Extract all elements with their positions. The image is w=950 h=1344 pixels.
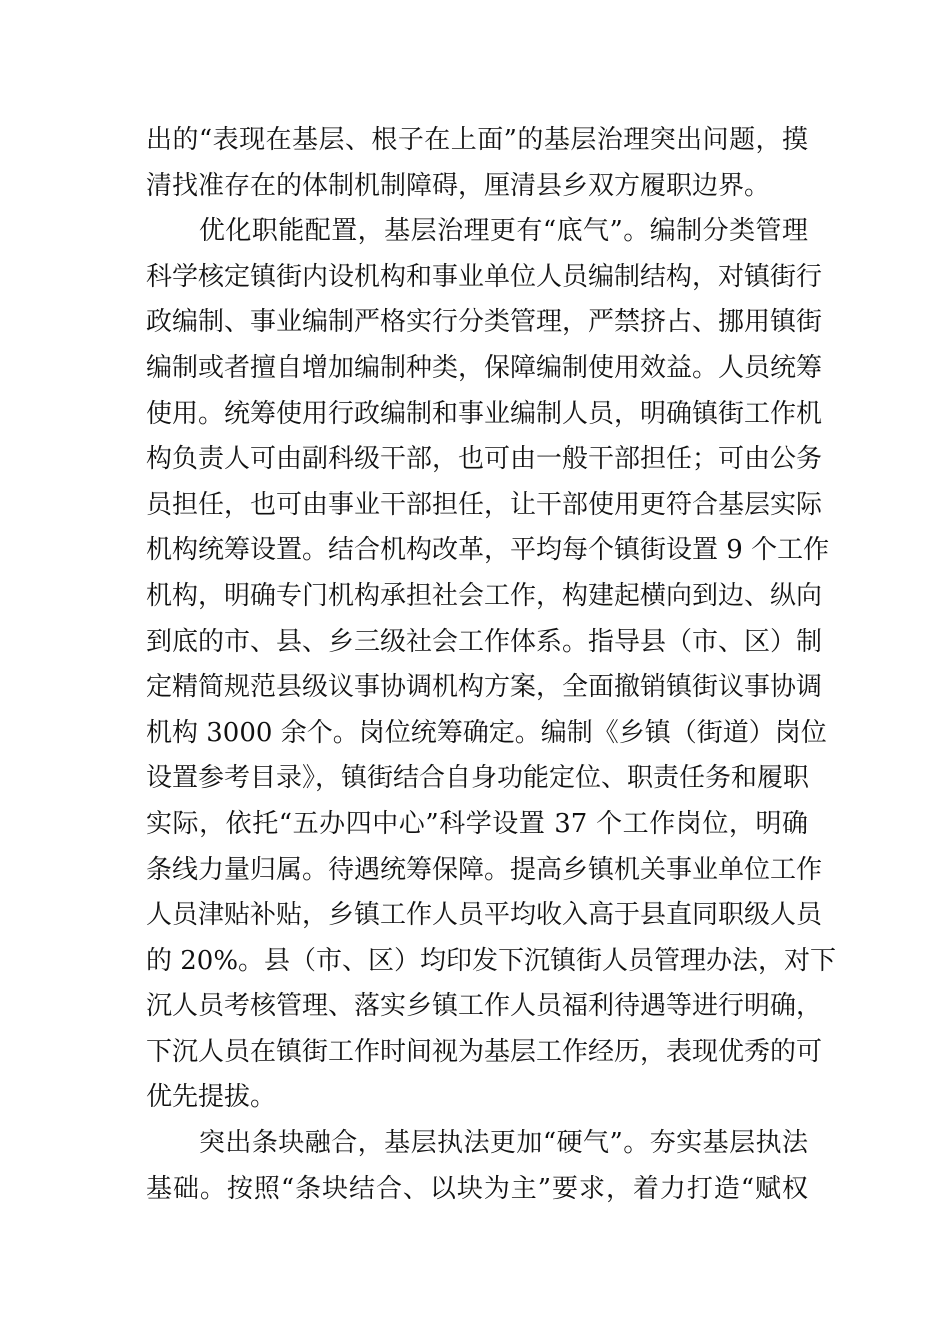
text-line: 出的“表现在基层、根子在上面”的基层治理突出问题，摸 [146, 125, 808, 155]
text-line: 的 20%。县（市、区）均印发下沉镇街人员管理办法，对下 [146, 945, 837, 976]
text-line: 突出条块融合，基层执法更加“硬气”。夯实基层执法 [146, 1128, 808, 1159]
text-line: 使用。统筹使用行政编制和事业编制人员，明确镇街工作机 [146, 398, 823, 429]
text-line: 科学核定镇街内设机构和事业单位人员编制结构，对镇街行 [146, 261, 823, 292]
text-line: 沉人员考核管理、落实乡镇工作人员福利待遇等进行明确， [146, 991, 823, 1022]
text-line: 员担任，也可由事业干部担任，让干部使用更符合基层实际 [146, 489, 823, 520]
text-line: 构负责人可由副科级干部，也可由一般干部担任；可由公务 [146, 444, 823, 475]
text-line: 人员津贴补贴，乡镇工作人员平均收入高于县直同职级人员 [146, 900, 823, 931]
text-line: 机构 3000 余个。岗位统筹确定。编制《乡镇（街道）岗位 [146, 717, 827, 748]
text-line: 编制或者擅自增加编制种类，保障编制使用效益。人员统筹 [146, 352, 823, 383]
text-line: 基础。按照“条块结合、以块为主”要求，着力打造“赋权 [146, 1173, 808, 1204]
text-line: 优化职能配置，基层治理更有“底气”。编制分类管理 [146, 216, 808, 247]
text-line: 设置参考目录》，镇街结合自身功能定位、职责任务和履职 [146, 763, 810, 794]
text-line: 清找准存在的体制机制障碍，厘清县乡双方履职边界。 [146, 170, 771, 201]
text-line: 下沉人员在镇街工作时间视为基层工作经历，表现优秀的可 [146, 1036, 823, 1067]
document-body [146, 118, 837, 1212]
text-line: 实际，依托“五办四中心”科学设置 37 个工作岗位，明确 [146, 808, 808, 839]
text-line: 政编制、事业编制严格实行分类管理，严禁挤占、挪用镇街 [146, 307, 823, 338]
text-line: 机构统筹设置。结合机构改革，平均每个镇街设置 9 个工作 [146, 535, 830, 566]
text-line: 优先提拔。 [146, 1082, 277, 1113]
text-line: 定精简规范县级议事协调机构方案，全面撤销镇街议事协调 [146, 672, 823, 703]
text-line: 机构，明确专门机构承担社会工作，构建起横向到边、纵向 [146, 580, 823, 611]
text-line: 到底的市、县、乡三级社会工作体系。指导县（市、区）制 [146, 626, 823, 657]
text-line: 条线力量归属。待遇统筹保障。提高乡镇机关事业单位工作 [146, 854, 823, 885]
